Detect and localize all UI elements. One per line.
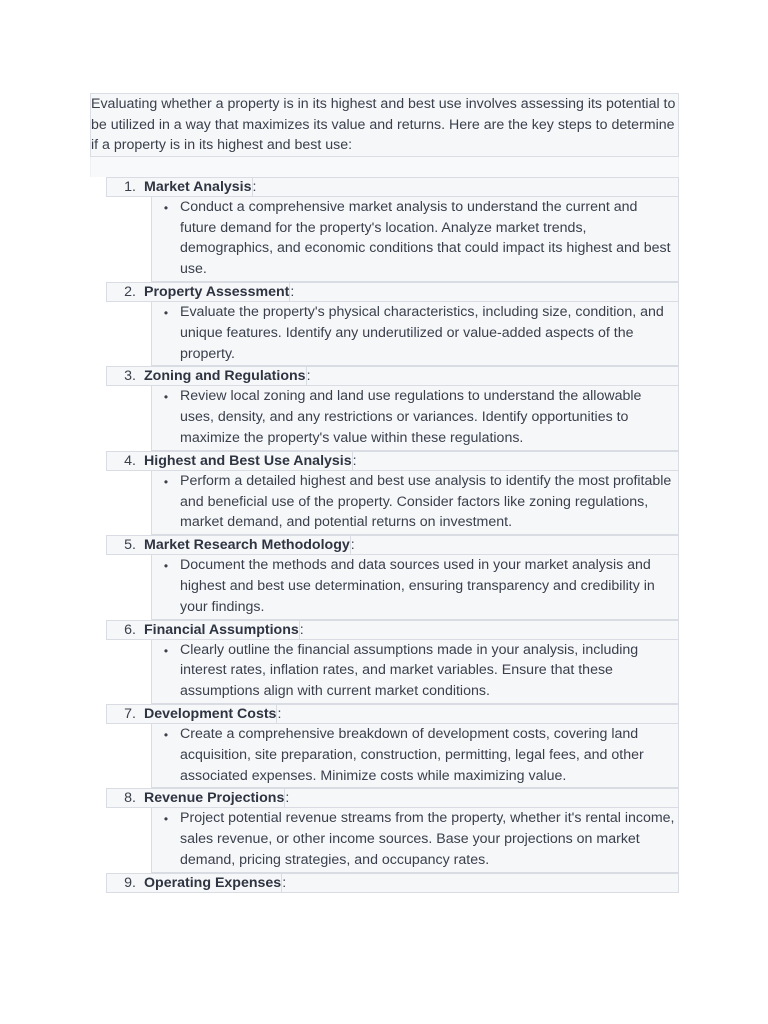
step-title: Property Assessment — [144, 283, 290, 300]
step-title-colon: : — [352, 452, 357, 469]
step-detail-text: Conduct a comprehensive market analysis to understand the current and future demand for the property's location. Analyze market trends, demographics, and economic conditions that could impact its highest and best use. — [180, 198, 671, 278]
step-heading — [106, 620, 679, 640]
step-detail — [151, 302, 679, 366]
step-heading — [106, 177, 679, 197]
step-number: 5. — [124, 537, 136, 554]
step-detail-text: Clearly outline the financial assumptions made in your analysis, including interest rates, inflation rates, and market variables. Ensure that these assumptions align with current market conditions. — [180, 641, 639, 700]
step-detail — [151, 197, 679, 282]
bullet-icon: • — [163, 305, 169, 320]
step-title-colon: : — [299, 621, 304, 638]
paragraph-spacer — [90, 157, 679, 177]
step-heading — [106, 366, 679, 386]
bullet-icon: • — [163, 643, 169, 658]
bullet-icon: • — [163, 559, 169, 574]
step-item — [106, 535, 679, 619]
step-item — [106, 873, 679, 893]
step-item — [106, 704, 679, 788]
step-title-colon: : — [350, 537, 355, 554]
step-detail-text: Project potential revenue streams from the property, whether it's rental income, sales revenue, or other income sources. Base your projections on market demand, pricing strategies, and occupancy rates. — [180, 810, 675, 868]
step-item — [106, 620, 679, 704]
step-detail — [151, 471, 679, 535]
steps-list — [90, 177, 679, 893]
step-detail — [151, 555, 679, 619]
step-detail — [151, 808, 679, 872]
step-title: Market Analysis — [144, 178, 252, 195]
bullet-icon: • — [163, 390, 169, 405]
step-number: 8. — [124, 790, 136, 807]
step-item — [106, 788, 679, 872]
bullet-icon: • — [163, 727, 169, 742]
step-heading — [106, 451, 679, 471]
step-number: 4. — [124, 452, 136, 469]
step-number: 3. — [124, 368, 136, 385]
step-number: 7. — [124, 705, 136, 722]
bullet-icon: • — [163, 200, 169, 215]
step-heading — [106, 788, 679, 808]
step-detail-text: Review local zoning and land use regulations to understand the allowable uses, density, and any restrictions or variances. Identify opportunities to maximize the property's value within these regulations. — [180, 388, 642, 446]
intro-paragraph: Evaluating whether a property is in its highest and best use involves assessing its potential to be utilized in a way that maximizes its value and returns. Here are the key steps to determine if a property is in its highest and best use: — [90, 93, 679, 157]
step-detail-text: Perform a detailed highest and best use analysis to identify the most profitable and beneficial use of the property. Consider factors like zoning regulations, market demand, and potential returns on investment. — [180, 472, 672, 531]
step-title: Revenue Projections — [144, 790, 285, 807]
step-heading — [106, 282, 679, 302]
step-number: 2. — [124, 283, 136, 300]
step-detail-text: Document the methods and data sources used in your market analysis and highest and best use determination, ensuring transparency and credibility in your findings. — [180, 557, 655, 615]
step-title: Operating Expenses — [144, 874, 282, 891]
step-item — [106, 177, 679, 282]
step-title-colon: : — [252, 178, 257, 195]
step-detail-text: Evaluate the property's physical characteristics, including size, condition, and unique features. Identify any underutilized or value-added aspects of the property. — [180, 303, 664, 362]
step-title: Financial Assumptions — [144, 621, 299, 638]
step-detail — [151, 640, 679, 704]
step-heading — [106, 704, 679, 724]
step-title-colon: : — [285, 790, 290, 807]
step-title-colon: : — [306, 368, 311, 385]
bullet-icon: • — [163, 812, 169, 827]
step-number: 6. — [124, 621, 136, 638]
step-title-colon: : — [277, 705, 282, 722]
bullet-icon: • — [163, 474, 169, 489]
step-number: 9. — [124, 874, 136, 891]
step-heading — [106, 535, 679, 555]
document-page — [90, 93, 679, 893]
step-heading — [106, 873, 679, 893]
step-title: Zoning and Regulations — [144, 368, 306, 385]
step-item — [106, 451, 679, 535]
step-detail-text: Create a comprehensive breakdown of development costs, covering land acquisition, site preparation, construction, permitting, legal fees, and other associated expenses. Minimize costs while maximizing value. — [180, 725, 644, 784]
step-title: Highest and Best Use Analysis — [144, 452, 352, 469]
step-item — [106, 282, 679, 366]
step-item — [106, 366, 679, 450]
step-title: Development Costs — [144, 705, 277, 722]
step-detail — [151, 386, 679, 450]
step-title-colon: : — [282, 874, 287, 891]
step-detail — [151, 724, 679, 788]
step-number: 1. — [124, 178, 136, 195]
step-title-colon: : — [290, 283, 295, 300]
step-title: Market Research Methodology — [144, 537, 350, 554]
